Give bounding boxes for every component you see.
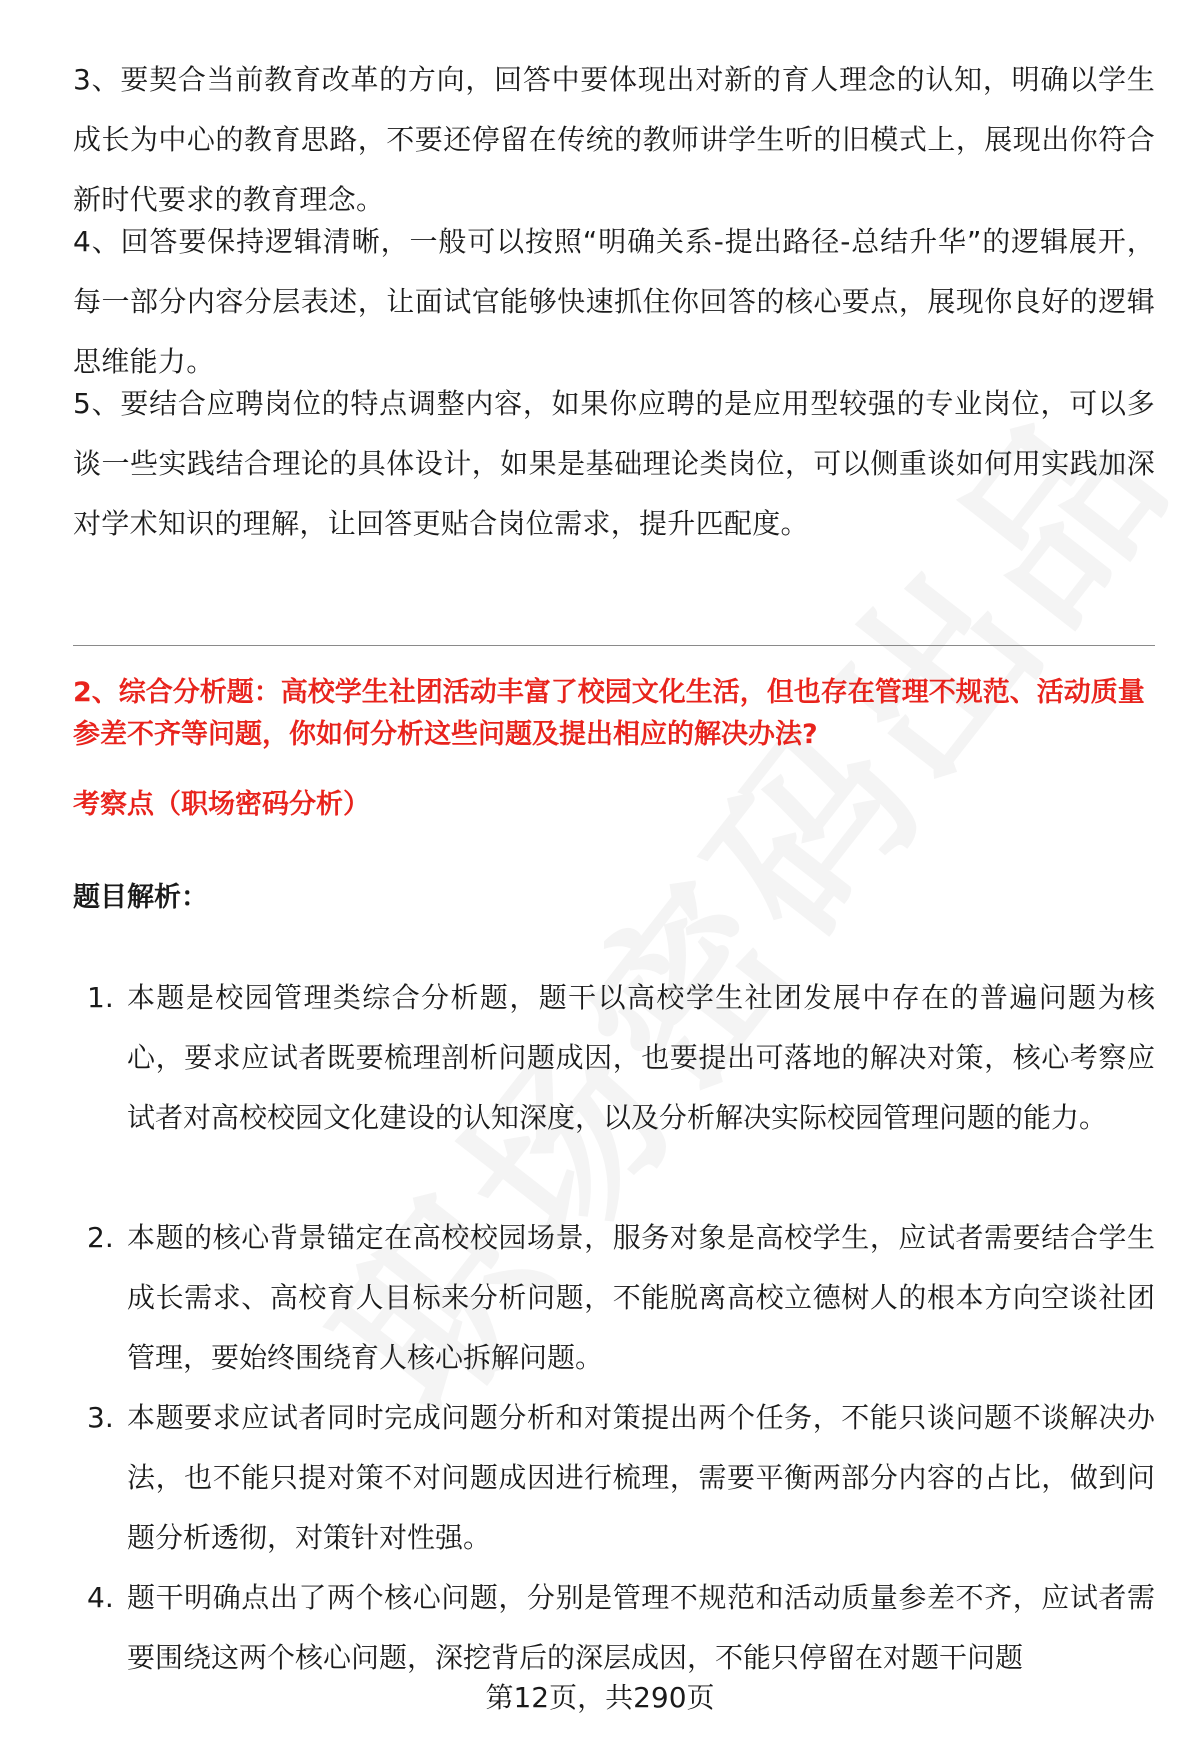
list-item bbox=[87, 1388, 1155, 1568]
list-item-text: 本题是校园管理类综合分析题，题干以高校学生社团发展中存在的普遍问题为核心，要求应试者既要梳理剖析问题成因，也要提出可落地的解决对策，核心考察应试者对高校校园文化建设的认知深度，以及分析解决实际校园管理问题的能力。 bbox=[127, 981, 1155, 1134]
list-item-number: 1. bbox=[87, 981, 114, 1014]
analysis-heading: 题目解析： bbox=[73, 882, 208, 913]
paragraph-point-5: 5、要结合应聘岗位的特点调整内容，如果你应聘的是应用型较强的专业岗位，可以多谈一些实践结合理论的具体设计，如果是基础理论类岗位，可以侧重谈如何用实践加深对学术知识的理解，让回答更贴合岗位需求，提升匹配度。 bbox=[73, 387, 1155, 540]
list-item bbox=[87, 968, 1155, 1148]
list-item-text: 本题的核心背景锚定在高校校园场景，服务对象是高校学生，应试者需要结合学生成长需求、高校育人目标来分析问题，不能脱离高校立德树人的根本方向空谈社团管理，要始终围绕育人核心拆解问题。 bbox=[127, 1221, 1155, 1374]
list-item bbox=[87, 1208, 1155, 1388]
assessment-point: 考察点（职场密码分析） bbox=[73, 789, 370, 820]
question-title: 2、综合分析题：高校学生社团活动丰富了校园文化生活，但也存在管理不规范、活动质量参差不齐等问题，你如何分析这些问题及提出相应的解决办法? bbox=[73, 677, 1145, 750]
list-item-text: 题干明确点出了两个核心问题，分别是管理不规范和活动质量参差不齐，应试者需要围绕这两个核心问题，深挖背后的深层成因，不能只停留在对题干问题 bbox=[127, 1581, 1155, 1674]
section-divider bbox=[73, 645, 1155, 646]
list-item-number: 4. bbox=[87, 1581, 114, 1614]
page-number-footer: 第12页，共290页 bbox=[485, 1681, 715, 1714]
list-item-number: 2. bbox=[87, 1221, 114, 1254]
list-item-text: 本题要求应试者同时完成问题分析和对策提出两个任务，不能只谈问题不谈解决办法，也不能只提对策不对问题成因进行梳理，需要平衡两部分内容的占比，做到问题分析透彻，对策针对性强。 bbox=[127, 1401, 1155, 1554]
list-item bbox=[87, 1568, 1155, 1688]
paragraph-point-4: 4、回答要保持逻辑清晰，一般可以按照“明确关系-提出路径-总结升华”的逻辑展开，每一部分内容分层表述，让面试官能够快速抓住你回答的核心要点，展现你良好的逻辑思维能力。 bbox=[73, 225, 1155, 378]
list-item-number: 3. bbox=[87, 1401, 114, 1434]
paragraph-point-3: 3、要契合当前教育改革的方向，回答中要体现出对新的育人理念的认知，明确以学生成长为中心的教育思路，不要还停留在传统的教师讲学生听的旧模式上，展现出你符合新时代要求的教育理念。 bbox=[73, 63, 1155, 216]
